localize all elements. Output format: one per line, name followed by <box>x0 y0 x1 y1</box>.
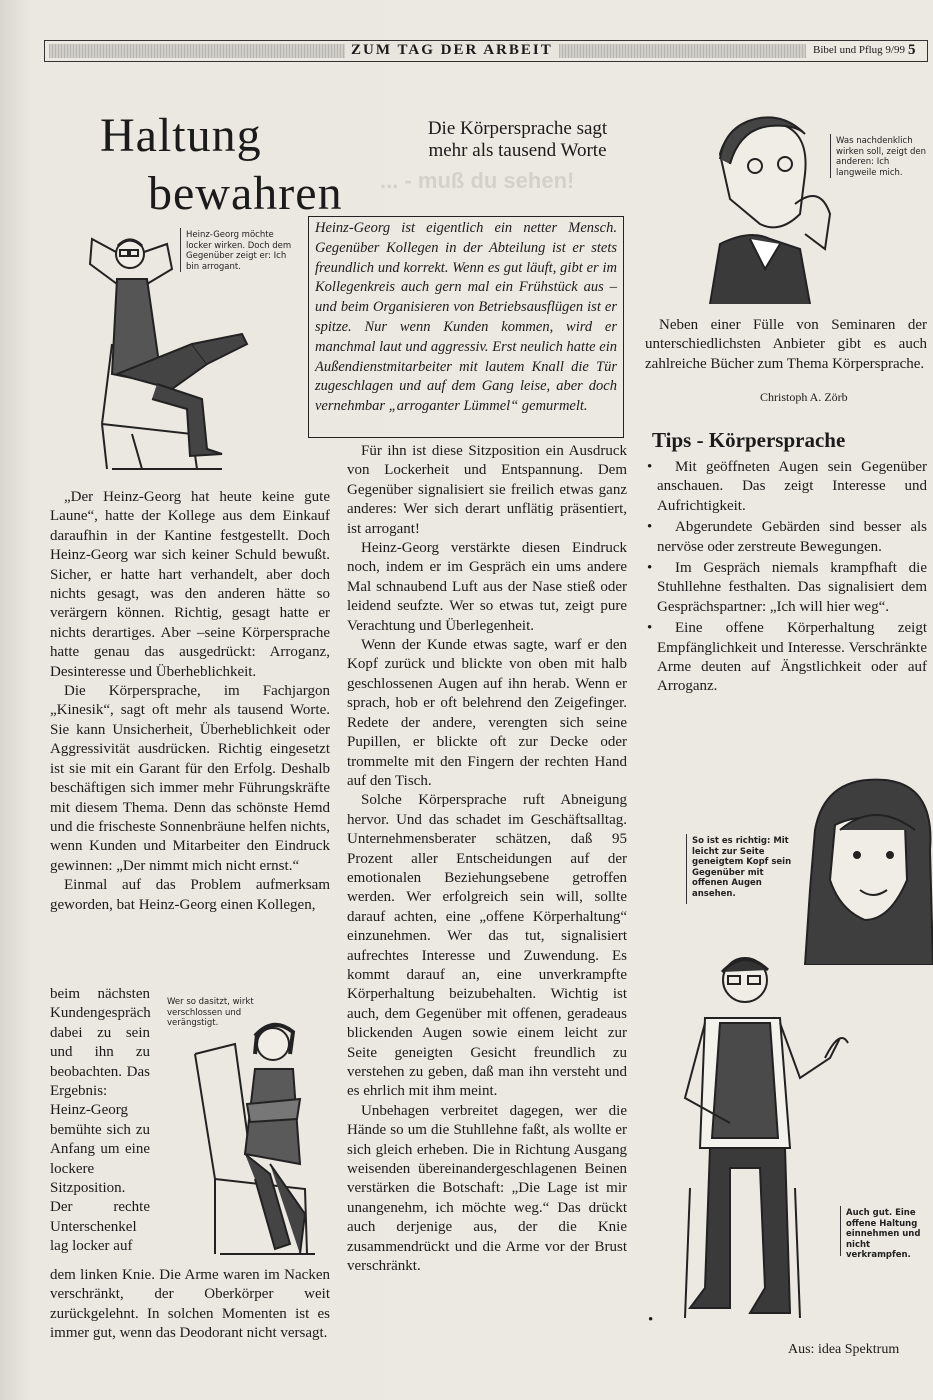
paragraph: Einmal auf das Problem aufmerksam geworden, bat Heinz-Georg einen Kollegen, <box>50 877 330 913</box>
caption-open: Auch gut. Eine offene Haltung einnehmen und nicht verkrampfen. <box>846 1208 921 1260</box>
headline-line2: bewahren <box>148 167 343 220</box>
paragraph: Die Körpersprache, im Fachjargon „Kinesik“, sagt oft mehr als tausend Worte. Sie kann Unsicherheit, Überheblichkeit oder Aggressivität ausdrücken. Richtig eingesetzt ist sie mit ein Garant für den Erfolg. Deshalb beschäftigen sich immer mehr Führungskräfte mit diesem Thema. Denn das schönste Hemd und die frischeste Sonnenbräune helfen nichts, wenn Kunden und Mitarbeiter den Eindruck gewinnen: „Der nimmt mich nicht ernst.“ <box>50 683 330 874</box>
author-byline: Christoph A. Zörb <box>760 390 848 404</box>
column1-narrow-text <box>50 985 150 1257</box>
paragraph: Neben einer Fülle von Seminaren der unterschiedlichsten Anbieter gibt es auch zahlreiche Bücher zum Thema Körpersprache. <box>645 317 927 372</box>
column2-text <box>347 442 627 1276</box>
open-posture-man-svg <box>670 948 850 1338</box>
paragraph: Für ihn ist diese Sitzposition ein Ausdruck von Lockerheit und Entspannung. Dem Gegenüber signalisiert sie freilich etwas ganz anderes: Wer sich derart unflätig präsentiert, ist arrogant! <box>347 443 627 537</box>
tips-list <box>645 458 927 699</box>
smiling-woman-illustration <box>795 770 933 965</box>
paragraph: dem linken Knie. Die Arme waren im Nacken verschränkt, der Oberkörper weit zurückgelehnt. In solchen Momenten ist es immer gut, wenn das Deodorant nicht versagt. <box>50 1267 330 1342</box>
tip-item: • Abgerundete Gebärden sind besser als nervöse oder zerstreute Bewegungen. <box>645 518 927 557</box>
column1-end-text <box>50 1266 330 1344</box>
page-number: 5 <box>908 42 916 58</box>
paragraph: Heinz-Georg verstärkte diesen Eindruck noch, indem er im Gespräch ein ums andere Mal schnaubend Luft aus der Nase stieß oder leidend seufzte. Wer so etwas tut, zeigt pure Verachtung und Überlegenheit. <box>347 540 627 634</box>
caption-reclined: Heinz-Georg möchte locker wirken. Doch dem Gegenüber zeigt er: Ich bin arrogant. <box>186 230 292 272</box>
source-credit: Aus: idea Spektrum <box>788 1342 900 1357</box>
caption-rule <box>180 228 181 272</box>
crossed-arms-woman-illustration <box>175 1014 335 1259</box>
paragraph: beim nächsten Kundengespräch dabei zu sein und ihn zu beobachten. Das Ergebnis: Heinz-Georg bemühte sich zu Anfang um eine lockere Sitzposition. Der rechte Unterschenkel lag locker auf <box>50 986 151 1255</box>
tip-item: • Eine offene Körperhaltung zeigt Empfänglichkeit und Interesse. Verschränkte Arme deuten auf Ängstlichkeit oder auf Arroganz. <box>645 619 927 697</box>
crossed-arms-woman-svg <box>175 1014 335 1259</box>
tip-item: • Im Gespräch niemals krampfhaft die Stuhllehne festhalten. Das signalisiert dem Gesprächspartner: „Ich will hier weg“. <box>645 559 927 617</box>
thinking-man-svg <box>690 104 840 304</box>
tips-heading: Tips - Körpersprache <box>652 428 846 452</box>
caption-rule <box>686 834 687 904</box>
caption-rule <box>830 134 831 178</box>
caption-rule <box>840 1206 841 1256</box>
open-posture-man-illustration <box>670 948 850 1338</box>
publication-name: Bibel und Pflug 9/99 <box>813 44 905 56</box>
column3-text <box>645 316 927 374</box>
caption-thinking: Was nachdenklich wirken soll, zeigt den anderen: Ich langweile mich. <box>836 136 926 178</box>
headline-line1: Haltung <box>100 109 262 162</box>
column1-text <box>50 488 330 915</box>
smiling-woman-svg <box>795 770 933 965</box>
paragraph: Wenn der Kunde etwas sagte, warf er den Kopf zurück und blickte von oben mit halb geschlossenen Augen auf ihn herab. Wenn er sprach, hob er oft belehrend den Zeigefinger. Redete der andere, verengten sich seine Pupillen, er blickte oft zur Decke oder trommelte mit den Fingern der rechten Hand auf den Tisch. <box>347 637 627 789</box>
intro-box: Heinz-Georg ist eigentlich ein netter Mensch. Gegenüber Kollegen in der Abteilung ist er stets freundlich und korrekt. Wenn es gut läuft, gibt er im Kollegenkreis auch gern mal ein Frühstück aus – und beim Organisieren von Betriebsausflügen ist er spitze. Nur wenn Kunden kommen, wird er manchmal laut und aggressiv. Erst neulich hatte ein Außendienstmitarbeiter mit lautem Knall die Tür zugeschlagen und auf dem Gang leise, aber doch vernehmbar „arroganter Lümmel“ gemurmelt. <box>308 216 624 438</box>
section-title: ZUM TAG DER ARBEIT <box>345 42 559 59</box>
caption-smiling: So ist es richtig: Mit leicht zur Seite geneigtem Kopf sein Gegenüber mit offenen Augen ansehen. <box>692 836 792 899</box>
subheadline: Die Körpersprache sagt mehr als tausend Worte <box>427 118 608 161</box>
caption-crossed: Wer so dasitzt, wirkt verschlossen und verängstigt. <box>167 997 254 1028</box>
show-through-text: ... - muß du sehen! <box>380 168 575 193</box>
paragraph: Solche Körpersprache ruft Abneigung hervor. Und das schadet im Geschäftsalltag. Unternehmensberater schätzen, daß 95 Prozent aller Entscheidungen auf der emotionalen Beziehungsebene getroffen werden. Wer erfolgreich sein will, sollte darauf achten, eine „offene Körperhaltung“ einzunehmen. Wer das tut, signalisiert aufrechtes Interesse und Zuwendung. Es kommt darauf an, eine unverkrampfte Körperhaltung beizubehalten. Wichtig ist auch, dem Gegenüber mit offenen, geradeaus blickenden Augen sowie einem leicht zur Seite geneigten Gesicht freundlich zu verstehen zu geben, daß man ihn versteht und es ehrlich mit ihm meint. <box>347 792 627 1100</box>
thinking-man-illustration <box>690 104 840 304</box>
bullet-mark: • <box>648 1312 654 1328</box>
paragraph: Unbehagen verbreitet dagegen, wer die Hände so um die Stuhllehne faßt, als wollte er sich gleich erheben. Die in Richtung Ausgang weisenden übereinandergeschlagenen Beinen verstärken die Botschaft: „Die Lage ist mir unangenehm, ich möchte weg.“ Das drückt auch derjenige aus, der die Knie zusammendrückt und die Arme vor der Brust verschränkt. <box>347 1102 627 1275</box>
paragraph: „Der Heinz-Georg hat heute keine gute Laune“, hatte der Kollege aus dem Einkauf daraufhin in der Kantine festgestellt. Doch Heinz-Georg war sich keiner Schuld bewußt. Sicher, er hatte hart verhandelt, aber doch nichts gesagt, was den anderen hätte so verärgern können. Richtig, gesagt hatte er nichts derartiges. Aber –seine Körpersprache hatte genau das ausgedrückt: Arroganz, Desinteresse und Überheblichkeit. <box>50 489 330 680</box>
page-header <box>44 40 928 62</box>
tip-item: • Mit geöffneten Augen sein Gegenüber anschauen. Das zeigt Interesse und Aufrichtigkeit. <box>645 458 927 516</box>
